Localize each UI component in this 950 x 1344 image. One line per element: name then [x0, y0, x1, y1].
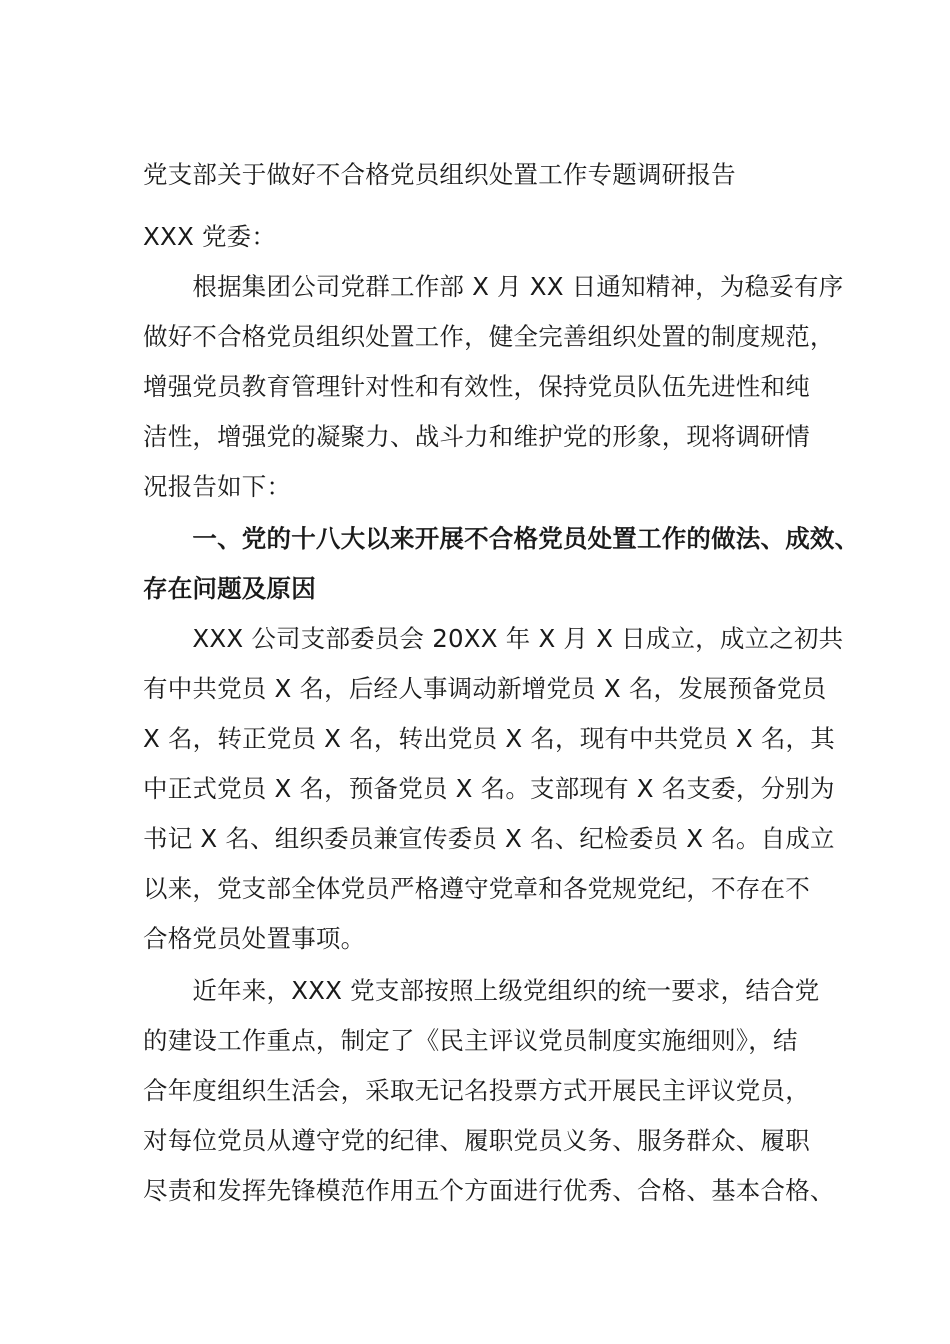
paragraph-3-line-3: 合年度组织生活会，采取无记名投票方式开展民主评议党员， — [143, 1076, 810, 1105]
paragraph-1-line-3: 增强党员教育管理针对性和有效性，保持党员队伍先进性和纯 — [143, 372, 810, 401]
paragraph-3-line-2: 的建设工作重点，制定了《民主评议党员制度实施细则》，结 — [143, 1026, 798, 1055]
section-heading-line-2: 存在问题及原因 — [143, 574, 316, 603]
paragraph-3-line-1: 近年来，XXX 党支部按照上级党组织的统一要求，结合党 — [143, 976, 820, 1005]
paragraph-2-line-7: 合格党员处置事项。 — [143, 924, 366, 953]
section-heading-line-1: 一、党的十八大以来开展不合格党员处置工作的做法、成效、 — [143, 524, 860, 553]
document-title: 党支部关于做好不合格党员组织处置工作专题调研报告 — [143, 160, 736, 189]
salutation: XXX 党委： — [143, 222, 277, 251]
paragraph-1-line-5: 况报告如下： — [143, 472, 292, 501]
paragraph-2-line-6: 以来，党支部全体党员严格遵守党章和各党规党纪，不存在不 — [143, 874, 810, 903]
paragraph-2-line-4: 中正式党员 X 名，预备党员 X 名。支部现有 X 名支委，分别为 — [143, 774, 835, 803]
paragraph-2-line-1: XXX 公司支部委员会 20XX 年 X 月 X 日成立，成立之初共 — [143, 624, 844, 653]
paragraph-1-line-4: 洁性，增强党的凝聚力、战斗力和维护党的形象，现将调研情 — [143, 422, 810, 451]
paragraph-2-line-2: 有中共党员 X 名，后经人事调动新增党员 X 名，发展预备党员 — [143, 674, 827, 703]
paragraph-3-line-4: 对每位党员从遵守党的纪律、履职党员义务、服务群众、履职 — [143, 1126, 810, 1155]
paragraph-1-line-2: 做好不合格党员组织处置工作，健全完善组织处置的制度规范， — [143, 322, 835, 351]
paragraph-3-line-5: 尽责和发挥先锋模范作用五个方面进行优秀、合格、基本合格、 — [143, 1176, 835, 1205]
paragraph-2-line-3: X 名，转正党员 X 名，转出党员 X 名，现有中共党员 X 名，其 — [143, 724, 835, 753]
paragraph-1-line-1: 根据集团公司党群工作部 X 月 XX 日通知精神，为稳妥有序 — [143, 272, 844, 301]
paragraph-2-line-5: 书记 X 名、组织委员兼宣传委员 X 名、纪检委员 X 名。自成立 — [143, 824, 835, 853]
